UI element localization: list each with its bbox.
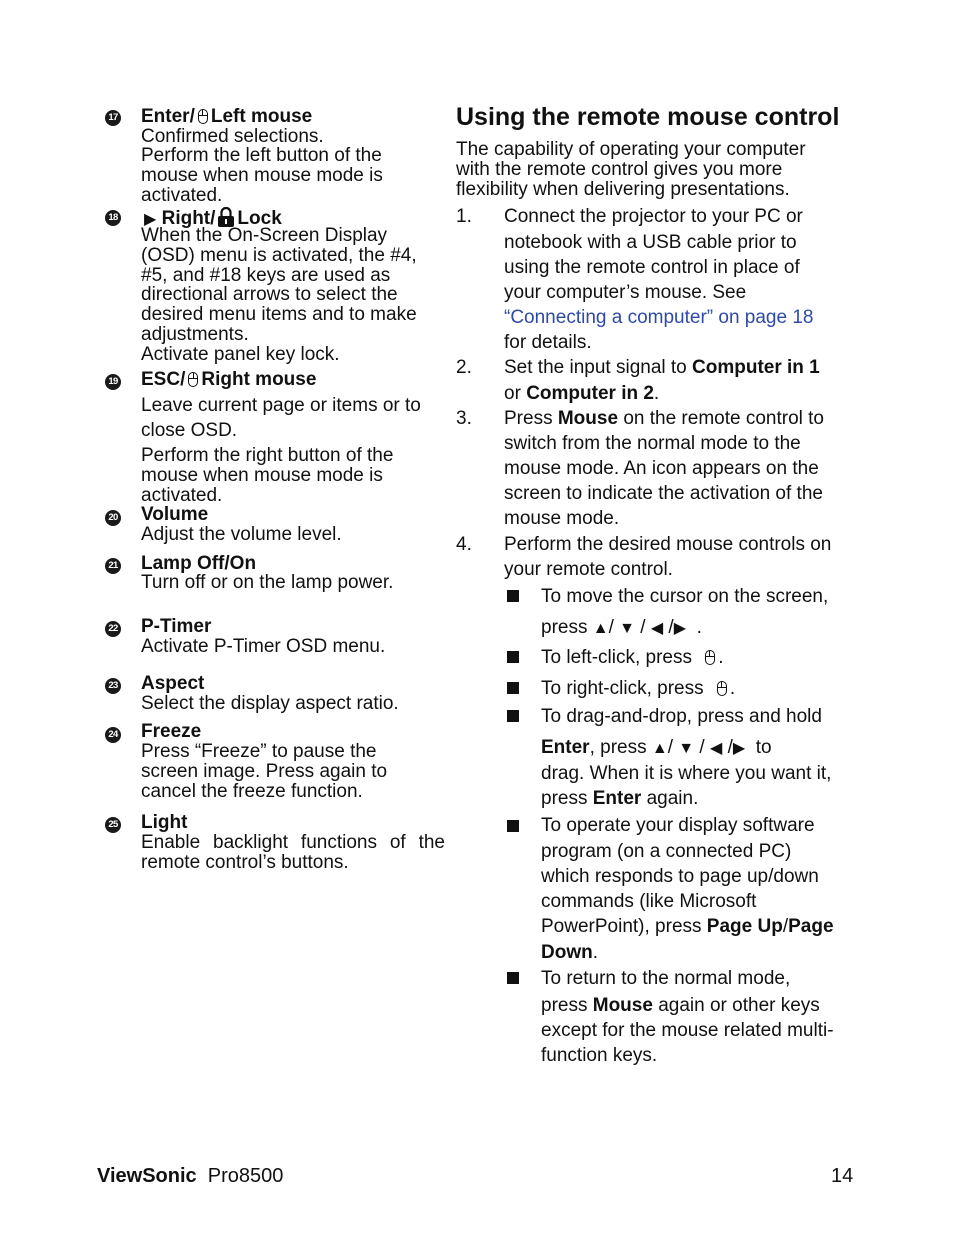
step-line: Connect the projector to your PC or [504,206,803,227]
bullet-line: To drag-and-drop, press and hold [541,706,822,727]
step-line: mouse mode. [504,508,620,529]
step-line: using the remote control in place of [504,257,800,278]
down-arrow-icon: ▼ [619,620,635,637]
right-arrow-icon: ▶ [732,740,746,757]
page-number: 14 [831,1165,854,1187]
bullet-square [507,972,519,984]
item-desc-line: Enable backlight functions of the [141,832,445,853]
item-desc-line: Activate panel key lock. [141,344,340,365]
item-title-text: Right/ [161,208,216,229]
item-desc-line: adjustments. [141,324,249,345]
bullet-line: To right-click, press . [541,678,736,699]
item-desc-line: screen image. Press again to [141,761,388,782]
item-number-badge: 20 [105,510,121,526]
bullet-line: except for the mouse related multi- [541,1020,834,1041]
item-title: Lamp Off/On [141,553,257,574]
item-desc-line: directional arrows to select the [141,284,398,305]
item-desc-line: When the On-Screen Display [141,225,388,246]
footer-product [97,1164,283,1188]
step-line: or Computer in 2. [504,383,660,404]
item-desc-line: mouse when mouse mode is [141,165,383,186]
bullet-line: commands (like Microsoft [541,891,757,912]
item-title-text: Enter/ [141,106,195,127]
left-arrow-icon: ◀ [709,740,723,757]
mouse-right-icon [717,681,727,696]
item-desc-line: #5, and #18 keys are used as [141,265,391,286]
footer-brand: ViewSonic [97,1165,197,1187]
item-number-badge: 23 [105,678,121,694]
step-line: Perform the desired mouse controls on [504,534,832,555]
bullet-line: To return to the normal mode, [541,968,791,989]
step-line: mouse mode. An icon appears on the [504,458,819,479]
item-title [141,370,316,390]
step-line: your remote control. [504,559,673,580]
item-number-badge: 22 [105,621,121,637]
intro-line: with the remote control gives you more [456,159,783,180]
item-number-badge: 18 [105,210,121,226]
item-title: Light [141,812,188,833]
bullet-line: press ▲/ ▼ / ◀ /▶ . [541,617,702,638]
step-line: notebook with a USB cable prior to [504,232,797,253]
bullet-line: To left-click, press . [541,647,724,668]
item-title [141,107,312,127]
item-desc-line: Activate P-Timer OSD menu. [141,636,386,657]
footer-model: Pro8500 [207,1165,284,1187]
item-desc-line: Confirmed selections. [141,126,324,147]
item-title-suffix: Left mouse [210,106,313,127]
item-desc-line: Press “Freeze” to pause the [141,741,377,762]
item-desc-line: close OSD. [141,420,238,441]
item-desc-line: Adjust the volume level. [141,524,342,545]
item-desc-line: Leave current page or items or to [141,395,421,416]
step-number: 3. [456,408,472,429]
bullet-line: function keys. [541,1045,658,1066]
bullet-line: drag. When it is where you want it, [541,763,832,784]
item-title-text: ESC/ [141,369,186,390]
bullet-square [507,682,519,694]
step-number: 2. [456,357,472,378]
bullet-square [507,710,519,722]
step-number: 4. [456,534,472,555]
connecting-computer-link[interactable]: “Connecting a computer” on page 18 [504,307,814,328]
step-line: switch from the normal mode to the [504,433,801,454]
bullet-line: Enter, press ▲/ ▼ / ◀ /▶ to [541,737,772,758]
bullet-line: press Mouse again or other keys [541,995,820,1016]
step-line: for details. [504,332,592,353]
up-arrow-icon: ▲ [651,740,668,757]
item-desc-line: mouse when mouse mode is [141,465,383,486]
bullet-line: which responds to page up/down [541,866,819,887]
step-line: screen to indicate the activation of the [504,483,823,504]
bullet-line: Down. [541,942,598,963]
mouse-icon [188,372,198,387]
item-desc-line: Select the display aspect ratio. [141,693,399,714]
item-title: Freeze [141,721,202,742]
item-desc-line: Turn off or on the lamp power. [141,572,394,593]
step-number: 1. [456,206,472,227]
item-title: P-Timer [141,616,212,637]
item-number-badge: 21 [105,558,121,574]
item-desc-line: Perform the right button of the [141,445,394,466]
step-line: your computer’s mouse. See [504,282,747,303]
item-number-badge: 19 [105,374,121,390]
up-arrow-icon: ▲ [592,620,609,637]
right-arrow-icon: ▶ [673,620,687,637]
item-desc-line: (OSD) menu is activated, the #4, [141,245,417,266]
step-line: Set the input signal to Computer in 1 [504,357,820,378]
bullet-square [507,651,519,663]
down-arrow-icon: ▼ [678,740,695,757]
bullet-square [507,820,519,832]
mouse-icon [198,109,208,124]
item-desc-line: activated. [141,185,223,206]
section-heading: Using the remote mouse control [456,103,840,131]
intro-line: The capability of operating your computer [456,139,806,160]
item-number-badge: 25 [105,817,121,833]
item-desc-line: activated. [141,485,223,506]
bullet-line: PowerPoint), press Page Up/Page [541,916,834,937]
bullet-line: To move the cursor on the screen, [541,586,829,607]
item-title: Aspect [141,673,205,694]
bullet-line: To operate your display software [541,815,815,836]
item-desc-line: remote control’s buttons. [141,852,349,873]
bullet-line: program (on a connected PC) [541,841,792,862]
item-desc-line: Perform the left button of the [141,145,382,166]
right-arrow-icon: ▶ [144,211,157,228]
item-title: Volume [141,504,209,525]
bullet-line: press Enter again. [541,788,699,809]
item-title-suffix: Lock [237,208,282,229]
bullet-square [507,590,519,602]
step-line: Press Mouse on the remote control to [504,408,824,429]
item-desc-line: desired menu items and to make [141,304,417,325]
item-number-badge: 24 [105,727,121,743]
left-arrow-icon: ◀ [650,620,664,637]
mouse-left-icon [705,650,715,665]
intro-line: flexibility when delivering presentations. [456,179,790,200]
item-title-suffix: Right mouse [201,369,317,390]
item-desc-line: cancel the freeze function. [141,781,363,802]
item-number-badge: 17 [105,110,121,126]
